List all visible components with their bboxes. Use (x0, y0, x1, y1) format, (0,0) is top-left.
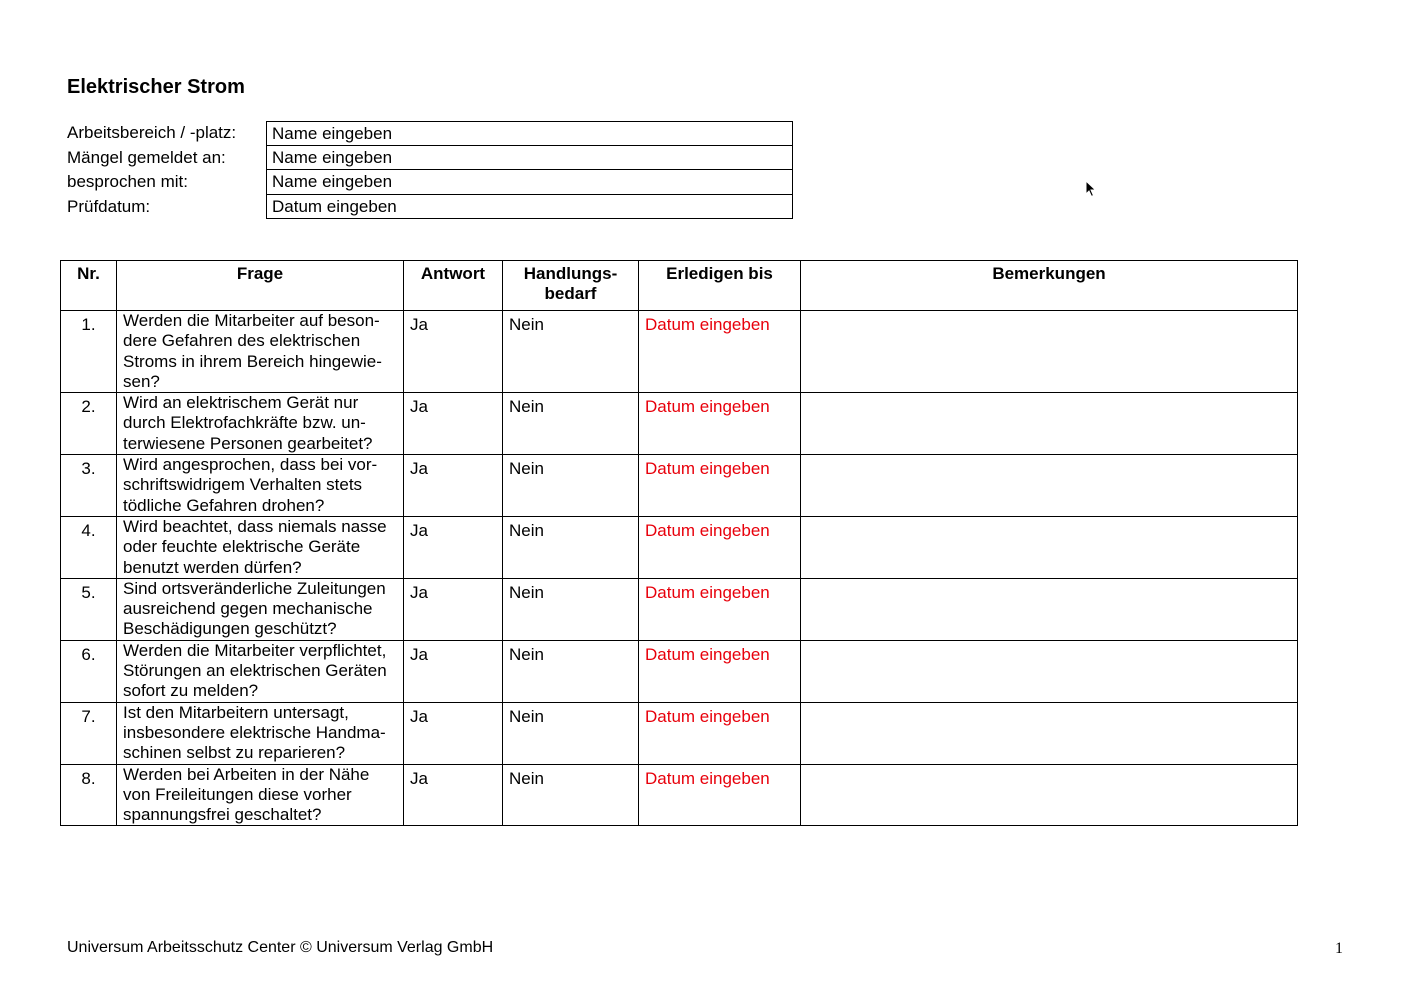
answer-ja[interactable]: Ja (404, 702, 503, 764)
handlungsbedarf-nein[interactable]: Nein (503, 516, 639, 578)
answer-ja[interactable]: Ja (404, 455, 503, 517)
table-row (61, 578, 1298, 640)
handlungsbedarf-nein[interactable]: Nein (503, 764, 639, 826)
due-date-field[interactable]: Datum eingeben (639, 516, 801, 578)
form-row-arbeitsbereich (67, 121, 793, 146)
besprochen-label: besprochen mit: (67, 172, 188, 191)
remarks-field[interactable] (801, 702, 1298, 764)
header-handlungsbedarf-line2: bedarf (544, 284, 597, 304)
row-number: 3. (61, 455, 117, 517)
maengel-field[interactable]: Name eingeben (266, 146, 793, 171)
header-nr: Nr. (61, 261, 117, 311)
header-bemerkungen: Bemerkungen (801, 261, 1298, 311)
table-row (61, 311, 1298, 393)
table-row (61, 764, 1298, 826)
row-number: 4. (61, 516, 117, 578)
remarks-field[interactable] (801, 455, 1298, 517)
besprochen-field[interactable]: Name eingeben (266, 170, 793, 195)
answer-ja[interactable]: Ja (404, 393, 503, 455)
table-row (61, 702, 1298, 764)
row-question: Wird angesprochen, dass bei vor-schriftswidrigem Verhalten stets tödliche Gefahren drohen? (117, 455, 404, 517)
row-number: 5. (61, 578, 117, 640)
arbeitsbereich-label: Arbeitsbereich / -platz: (67, 123, 237, 142)
remarks-field[interactable] (801, 311, 1298, 393)
footer-copyright: Universum Arbeitsschutz Center © Universum Verlag GmbH (67, 939, 494, 956)
due-date-field[interactable]: Datum eingeben (639, 640, 801, 702)
row-number: 7. (61, 702, 117, 764)
due-date-field[interactable]: Datum eingeben (639, 702, 801, 764)
page-number: 1 (1335, 940, 1343, 957)
maengel-label: Mängel gemeldet an: (67, 147, 226, 167)
form-row-besprochen (67, 170, 793, 195)
row-question: Werden bei Arbeiten in der Nähe von Freileitungen diese vorher spannungsfrei geschaltet? (117, 764, 404, 826)
header-handlungsbedarf-line1: Handlungs- (523, 264, 618, 283)
row-number: 8. (61, 764, 117, 826)
remarks-field[interactable] (801, 640, 1298, 702)
row-number: 1. (61, 311, 117, 393)
remarks-field[interactable] (801, 393, 1298, 455)
answer-ja[interactable]: Ja (404, 764, 503, 826)
checklist-table (60, 260, 1298, 826)
header-erledigen: Erledigen bis (639, 261, 801, 311)
due-date-field[interactable]: Datum eingeben (639, 578, 801, 640)
row-question: Werden die Mitarbeiter verpflichtet, Störungen an elektrischen Geräten sofort zu melden? (117, 640, 404, 702)
due-date-field[interactable]: Datum eingeben (639, 393, 801, 455)
row-question: Sind ortsveränderliche Zuleitungen ausreichend gegen mechanische Beschädigungen geschützt? (117, 578, 404, 640)
header-handlungsbedarf (503, 261, 639, 311)
mouse-pointer-icon (1085, 180, 1097, 198)
header-antwort: Antwort (404, 261, 503, 311)
handlungsbedarf-nein[interactable]: Nein (503, 311, 639, 393)
due-date-field[interactable]: Datum eingeben (639, 764, 801, 826)
remarks-field[interactable] (801, 578, 1298, 640)
row-number: 6. (61, 640, 117, 702)
table-row (61, 455, 1298, 517)
row-question: Wird an elektrischem Gerät nur durch Elektrofachkräfte bzw. un-terwiesene Personen gearbeitet? (117, 393, 404, 455)
pruefdatum-label: Prüfdatum: (67, 196, 151, 216)
table-row (61, 640, 1298, 702)
answer-ja[interactable]: Ja (404, 578, 503, 640)
handlungsbedarf-nein[interactable]: Nein (503, 578, 639, 640)
due-date-field[interactable]: Datum eingeben (639, 311, 801, 393)
header-frage: Frage (117, 261, 404, 311)
row-number: 2. (61, 393, 117, 455)
handlungsbedarf-nein[interactable]: Nein (503, 455, 639, 517)
handlungsbedarf-nein[interactable]: Nein (503, 393, 639, 455)
table-row (61, 516, 1298, 578)
row-question: Werden die Mitarbeiter auf beson-dere Gefahren des elektrischen Stroms in ihrem Bereich hingewie-sen? (117, 311, 404, 393)
row-question: Ist den Mitarbeitern untersagt, insbesondere elektrische Handma-schinen selbst zu reparieren? (117, 702, 404, 764)
remarks-field[interactable] (801, 764, 1298, 826)
answer-ja[interactable]: Ja (404, 311, 503, 393)
pruefdatum-field[interactable]: Datum eingeben (266, 195, 793, 220)
handlungsbedarf-nein[interactable]: Nein (503, 640, 639, 702)
due-date-field[interactable]: Datum eingeben (639, 455, 801, 517)
row-question: Wird beachtet, dass niemals nasse oder feuchte elektrische Geräte benutzt werden dürfen? (117, 516, 404, 578)
remarks-field[interactable] (801, 516, 1298, 578)
table-header-row (61, 261, 1298, 311)
page-title: Elektrischer Strom (67, 76, 245, 98)
table-row (61, 393, 1298, 455)
arbeitsbereich-field[interactable]: Name eingeben (266, 121, 793, 146)
answer-ja[interactable]: Ja (404, 516, 503, 578)
handlungsbedarf-nein[interactable]: Nein (503, 702, 639, 764)
form-row-maengel (67, 146, 793, 171)
form-row-pruefdatum (67, 195, 793, 220)
header-form (67, 121, 793, 219)
answer-ja[interactable]: Ja (404, 640, 503, 702)
